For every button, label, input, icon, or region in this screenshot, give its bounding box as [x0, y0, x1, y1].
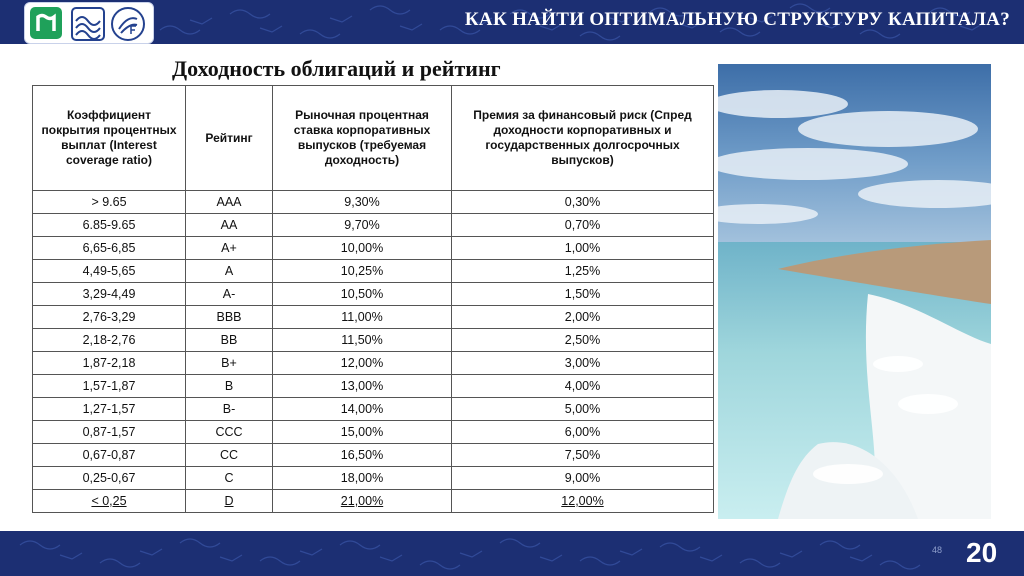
cell-risk-premium: 6,00% — [452, 421, 714, 444]
cell-risk-premium: 9,00% — [452, 467, 714, 490]
cell-market-rate: 14,00% — [273, 398, 452, 421]
cell-market-rate: 10,00% — [273, 237, 452, 260]
footer-bar — [0, 531, 1024, 576]
cell-rating: AA — [186, 214, 273, 237]
bond-rating-table — [32, 85, 714, 513]
cell-coverage-ratio: 1,87-2,18 — [33, 352, 186, 375]
cell-coverage-ratio: 1,57-1,87 — [33, 375, 186, 398]
table-body — [33, 191, 714, 513]
cell-market-rate: 21,00% — [273, 490, 452, 513]
cell-risk-premium: 4,00% — [452, 375, 714, 398]
cell-coverage-ratio: > 9.65 — [33, 191, 186, 214]
header-bar — [0, 0, 1024, 44]
table-row — [33, 191, 714, 214]
cell-risk-premium: 0,30% — [452, 191, 714, 214]
cell-market-rate: 9,70% — [273, 214, 452, 237]
section-title: Доходность облигаций и рейтинг — [172, 56, 501, 81]
cell-coverage-ratio: 6,65-6,85 — [33, 237, 186, 260]
cell-coverage-ratio: 0,25-0,67 — [33, 467, 186, 490]
table-row — [33, 421, 714, 444]
cell-coverage-ratio: 3,29-4,49 — [33, 283, 186, 306]
cell-market-rate: 15,00% — [273, 421, 452, 444]
cell-market-rate: 18,00% — [273, 467, 452, 490]
table-row — [33, 352, 714, 375]
cell-market-rate: 9,30% — [273, 191, 452, 214]
sea-photo — [718, 64, 991, 519]
cell-rating: BBB — [186, 306, 273, 329]
cell-coverage-ratio: 4,49-5,65 — [33, 260, 186, 283]
cell-risk-premium: 7,50% — [452, 444, 714, 467]
cell-rating: A+ — [186, 237, 273, 260]
table-row — [33, 283, 714, 306]
cell-risk-premium: 1,00% — [452, 237, 714, 260]
page-number: 20 — [966, 537, 998, 568]
logo-tile-circle — [111, 7, 145, 41]
header-risk-premium: Премия за финансовый риск (Спред доходности корпоративных и государственных долгосрочных выпусков) — [452, 86, 714, 191]
footer-wave-pattern — [0, 531, 1024, 576]
header-rating: Рейтинг — [186, 86, 273, 191]
table-header-row — [33, 86, 714, 191]
cell-coverage-ratio: 0,67-0,87 — [33, 444, 186, 467]
cell-market-rate: 16,50% — [273, 444, 452, 467]
cell-risk-premium: 5,00% — [452, 398, 714, 421]
cell-market-rate: 11,00% — [273, 306, 452, 329]
cell-risk-premium: 1,25% — [452, 260, 714, 283]
table-row — [33, 214, 714, 237]
table-row — [33, 490, 714, 513]
cell-risk-premium: 2,50% — [452, 329, 714, 352]
cell-risk-premium: 12,00% — [452, 490, 714, 513]
cell-rating: A- — [186, 283, 273, 306]
cell-risk-premium: 2,00% — [452, 306, 714, 329]
cell-market-rate: 11,50% — [273, 329, 452, 352]
cell-coverage-ratio: 0,87-1,57 — [33, 421, 186, 444]
table-row — [33, 329, 714, 352]
cell-rating: B- — [186, 398, 273, 421]
header-coverage-ratio: Коэффициент покрытия процентных выплат (Interest coverage ratio) — [33, 86, 186, 191]
table-row — [33, 260, 714, 283]
logo-tile-waves — [71, 7, 105, 41]
table-row — [33, 467, 714, 490]
cell-rating: CC — [186, 444, 273, 467]
cell-rating: B+ — [186, 352, 273, 375]
header-title: КАК НАЙТИ ОПТИМАЛЬНУЮ СТРУКТУРУ КАПИТАЛА? — [464, 9, 1010, 30]
slide-number-small: 48 — [932, 545, 943, 555]
cell-coverage-ratio: < 0,25 — [33, 490, 186, 513]
logo-icon — [24, 2, 154, 44]
table-row — [33, 306, 714, 329]
cell-risk-premium: 1,50% — [452, 283, 714, 306]
cell-coverage-ratio: 6.85-9.65 — [33, 214, 186, 237]
cell-coverage-ratio: 1,27-1,57 — [33, 398, 186, 421]
table-row — [33, 375, 714, 398]
table-row — [33, 398, 714, 421]
header-market-rate: Рыночная процентная ставка корпоративных выпусков (требуемая доходность) — [273, 86, 452, 191]
cell-rating: C — [186, 467, 273, 490]
cell-market-rate: 12,00% — [273, 352, 452, 375]
cell-rating: A — [186, 260, 273, 283]
cell-rating: AAA — [186, 191, 273, 214]
cell-coverage-ratio: 2,18-2,76 — [33, 329, 186, 352]
cell-risk-premium: 0,70% — [452, 214, 714, 237]
table-row — [33, 237, 714, 260]
cell-rating: D — [186, 490, 273, 513]
table-row — [33, 444, 714, 467]
bond-rating-table-container — [32, 85, 714, 513]
cell-market-rate: 10,25% — [273, 260, 452, 283]
cell-market-rate: 10,50% — [273, 283, 452, 306]
logo-tile-green — [30, 7, 62, 39]
cell-risk-premium: 3,00% — [452, 352, 714, 375]
cell-rating: BB — [186, 329, 273, 352]
cell-rating: B — [186, 375, 273, 398]
cell-rating: CCC — [186, 421, 273, 444]
cell-coverage-ratio: 2,76-3,29 — [33, 306, 186, 329]
cell-market-rate: 13,00% — [273, 375, 452, 398]
